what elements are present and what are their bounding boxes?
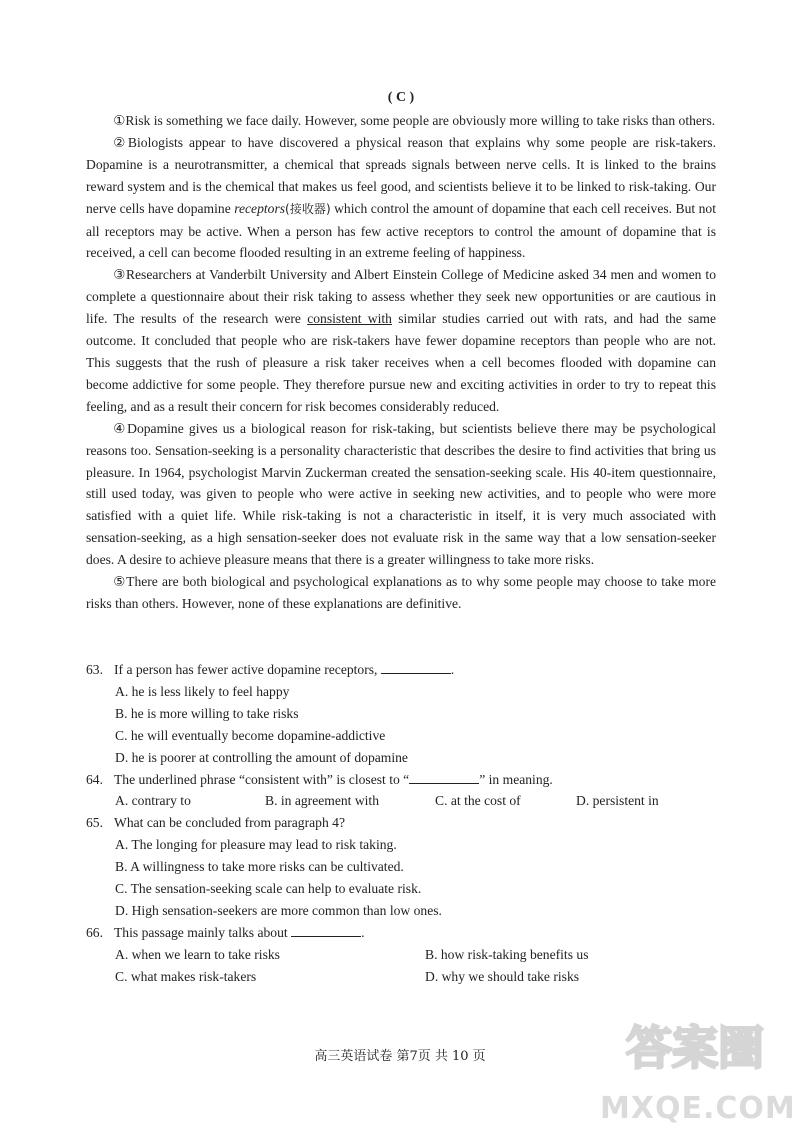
- option-c[interactable]: C. The sensation-seeking scale can help to evaluate risk.: [115, 881, 422, 897]
- question-stem: What can be concluded from paragraph 4?: [114, 815, 345, 831]
- paragraph-3: [86, 264, 716, 417]
- option-d[interactable]: D. High sensation-seekers are more common than low ones.: [115, 902, 442, 918]
- site-watermark: [600, 1016, 796, 1126]
- option-b[interactable]: B. A willingness to take more risks can be cultivated.: [115, 859, 404, 875]
- question-stem: If a person has fewer active dopamine receptors,: [114, 662, 378, 677]
- paragraph-2-text-a: ②Biologists appear to have discovered a physical reason that explains why some people are risk-takers. Dopamine is a neurotransmitter, a chemical that spreads signals between nerve cells. It is linked to the brains reward system and is the chemical that makes us feel good, and scientists believe it to be linked to risk-taking. Our nerve cells have dopamine: [86, 134, 716, 216]
- question-66: [86, 922, 716, 988]
- paragraph-5: ⑤There are both biological and psychological explanations as to why some people may choose to take more risks than others. However, none of these explanations are definitive.: [86, 574, 716, 611]
- option-d[interactable]: D. he is poorer at controlling the amount of dopamine: [115, 749, 408, 765]
- underlined-phrase: consistent with: [307, 311, 392, 327]
- paragraph-3-text-a: ③Researchers at Vanderbilt University and Albert Einstein College of Medicine asked 34 men and women to complete a questionnaire about their risk taking to assess whether they seek new opportunities or are cautious in life. The results of the research were: [86, 267, 716, 327]
- section-title: ( C ): [387, 90, 415, 105]
- option-row: [86, 944, 716, 966]
- option-b[interactable]: B. how risk-taking benefits us: [425, 946, 589, 962]
- receptors-term: receptors: [234, 200, 286, 216]
- option-c[interactable]: C. at the cost of: [435, 793, 521, 809]
- option-a[interactable]: A. he is less likely to feel happy: [115, 683, 290, 699]
- question-stem: This passage mainly talks about: [114, 924, 288, 940]
- option-c[interactable]: C. he will eventually become dopamine-addictive: [115, 727, 386, 743]
- question-number: 63.: [86, 662, 103, 677]
- paragraph-4: ④Dopamine gives us a biological reason for risk-taking, but scientists believe there may be psychological reasons too. Sensation-seeking is a personality characteristic that describes the desire to find activities that bring us pleasure. In 1964, psychologist Marvin Zuckerman created the sensation-seeking scale. His 40-item questionnaire, still used today, was given to people who were active in seeking new activities, and to people who were more satisfied with a quiet life. While risk-taking is not a characteristic in itself, it is very much associated with sensation-seeking, as a high sensation-seeker does not evaluate risk in the same way that a low sensation-seeker does. A desire to achieve pleasure means that there is a greater willingness to take more risks.: [86, 420, 716, 568]
- question-64: [86, 769, 716, 813]
- paragraph-2: [86, 132, 716, 264]
- question-stem-end: .: [450, 662, 455, 677]
- paragraph-3-text-b: similar studies carried out with rats, and had the same outcome. It concluded that people who are risk-takers have fewer dopamine receptors than people who are not. This suggests that the rush of pleasure a risk taker receives when a cell becomes flooded with dopamine can become addictive for some people. They therefore pursue new and exciting activities in order to try to repeat this feeling, and as a result their concern for risk becomes considerably reduced.: [86, 311, 716, 414]
- answer-blank: [409, 769, 479, 784]
- option-row: [86, 966, 716, 988]
- question-number: 66.: [86, 924, 103, 940]
- page-footer: 高三英语试卷 第7页 共 10 页: [314, 1049, 486, 1064]
- option-b[interactable]: B. in agreement with: [265, 793, 380, 809]
- paragraph-2-text-b: which control the amount of dopamine that each cell receives. But not all receptors may be active. When a person has few active receptors to control the amount of dopamine that is received, a cell can become flooded resulting in an extreme feeling of happiness.: [86, 200, 717, 261]
- answer-blank: [381, 659, 451, 674]
- answer-blank: [291, 922, 361, 937]
- question-list: [86, 659, 716, 988]
- option-a[interactable]: A. when we learn to take risks: [115, 946, 280, 962]
- option-c[interactable]: C. what makes risk-takers: [115, 968, 257, 984]
- option-d[interactable]: D. why we should take risks: [425, 968, 580, 984]
- option-row: [86, 790, 716, 812]
- question-stem-end: .: [361, 924, 365, 940]
- question-stem: The underlined phrase “consistent with” is closest to “: [114, 771, 410, 787]
- question-number: 65.: [86, 815, 103, 831]
- question-65: [86, 812, 716, 922]
- watermark-logo-icon: [610, 1016, 780, 1076]
- receptors-chinese-gloss: (接收器): [285, 201, 331, 216]
- question-stem-end: ” in meaning.: [479, 771, 553, 787]
- reading-passage: [86, 110, 716, 615]
- option-a[interactable]: A. The longing for pleasure may lead to risk taking.: [115, 837, 397, 853]
- option-b[interactable]: B. he is more willing to take risks: [115, 705, 299, 721]
- watermark-glyphs: 答案圈: [626, 1021, 764, 1075]
- question-number: 64.: [86, 771, 103, 787]
- option-d[interactable]: D. persistent in: [576, 793, 659, 809]
- watermark-text: MXQE.COM: [600, 1091, 796, 1126]
- question-63: [86, 659, 716, 769]
- paragraph-1: ①Risk is something we face daily. However, some people are obviously more willing to take risks than others.: [113, 113, 716, 128]
- option-a[interactable]: A. contrary to: [115, 793, 191, 809]
